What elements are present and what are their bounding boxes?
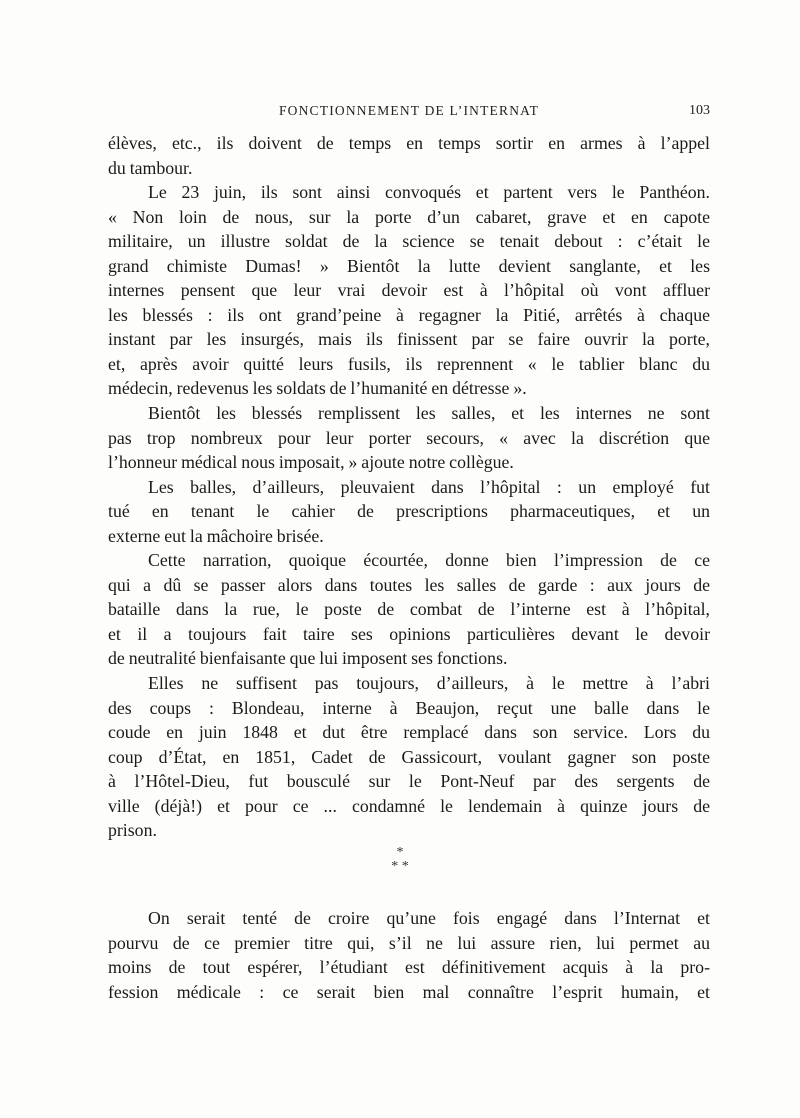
text-line: tué en tenant le cahier de prescriptions pharmaceutiques, et un <box>108 501 710 522</box>
text-line: et, après avoir quitté leurs fusils, ils reprennent « le tablier blanc du <box>108 353 710 374</box>
text-line: Cette narration, quoique écourtée, donne bien l’impression de ce <box>148 550 710 571</box>
text-line: les blessés : ils ont grand’peine à regagner la Pitié, arrêtés à chaque <box>108 304 710 325</box>
text-line: Bientôt les blessés remplissent les salles, et les internes ne sont <box>148 403 710 424</box>
text-line: externe eut la mâchoire brisée. <box>108 525 324 546</box>
running-head <box>108 103 710 125</box>
text-line: à l’Hôtel-Dieu, fut bousculé sur le Pont-Neuf par des sergents de <box>108 771 710 792</box>
text-line: ville (déjà!) et pour ce ... condamné le lendemain à quinze jours de <box>108 795 710 816</box>
text-line: instant par les insurgés, mais ils finissent par se faire ouvrir la porte, <box>108 329 710 350</box>
text-line: de neutralité bienfaisante que lui imposent ses fonctions. <box>108 648 508 669</box>
asterism-bottom: * * <box>391 859 409 874</box>
text-line: pas trop nombreux pour leur porter secours, « avec la discrétion que <box>108 427 710 448</box>
text-line: coup d’État, en 1851, Cadet de Gassicourt, voulant gagner son poste <box>108 746 710 767</box>
text-line: fession médicale : ce serait bien mal connaître l’esprit humain, et <box>108 981 710 1002</box>
text-line: médecin, redevenus les soldats de l’humanité en détresse ». <box>108 378 527 399</box>
text-line: Le 23 juin, ils sont ainsi convoqués et partent vers le Panthéon. <box>148 182 710 203</box>
text-line: militaire, un illustre soldat de la science se tenait debout : c’était le <box>108 231 710 252</box>
running-title: FONCTIONNEMENT DE L’INTERNAT <box>278 103 540 118</box>
text-line: qui a dû se passer alors dans toutes les salles de garde : aux jours de <box>108 574 710 595</box>
body-text <box>108 131 710 843</box>
text-line: pourvu de ce premier titre qui, s’il ne lui assure rien, lui permet au <box>108 932 710 953</box>
text-line: du tambour. <box>108 157 193 178</box>
text-line: élèves, etc., ils doivent de temps en temps sortir en armes à l’appel <box>108 133 710 153</box>
closing-text <box>108 906 710 1004</box>
asterism-top: * <box>396 845 404 860</box>
text-line: coude en juin 1848 et dut être remplacé dans son service. Lors du <box>108 722 710 743</box>
text-line: grand chimiste Dumas! » Bientôt la lutte devient sanglante, et les <box>108 255 710 276</box>
text-line: et il a toujours fait taire ses opinions particulières devant le devoir <box>108 623 710 644</box>
text-line: On serait tenté de croire qu’une fois engagé dans l’Internat et <box>148 908 710 928</box>
text-line: bataille dans la rue, le poste de combat de l’interne est à l’hôpital, <box>108 599 710 620</box>
text-line: moins de tout espérer, l’étudiant est définitivement acquis à la pro- <box>108 957 710 978</box>
text-line: prison. <box>108 820 157 841</box>
text-line: Les balles, d’ailleurs, pleuvaient dans l’hôpital : un employé fut <box>148 476 710 497</box>
text-line: internes pensent que leur vrai devoir est à l’hôpital où vont affluer <box>108 280 710 301</box>
section-separator <box>0 846 800 886</box>
text-line: « Non loin de nous, sur la porte d’un cabaret, grave et en capote <box>108 206 710 227</box>
text-line: Elles ne suffisent pas toujours, d’ailleurs, à le mettre à l’abri <box>148 673 710 694</box>
text-line: des coups : Blondeau, interne à Beaujon, reçut une balle dans le <box>108 697 710 718</box>
page-number: 103 <box>689 103 710 118</box>
text-line: l’honneur médical nous imposait, » ajoute notre collègue. <box>108 452 514 473</box>
